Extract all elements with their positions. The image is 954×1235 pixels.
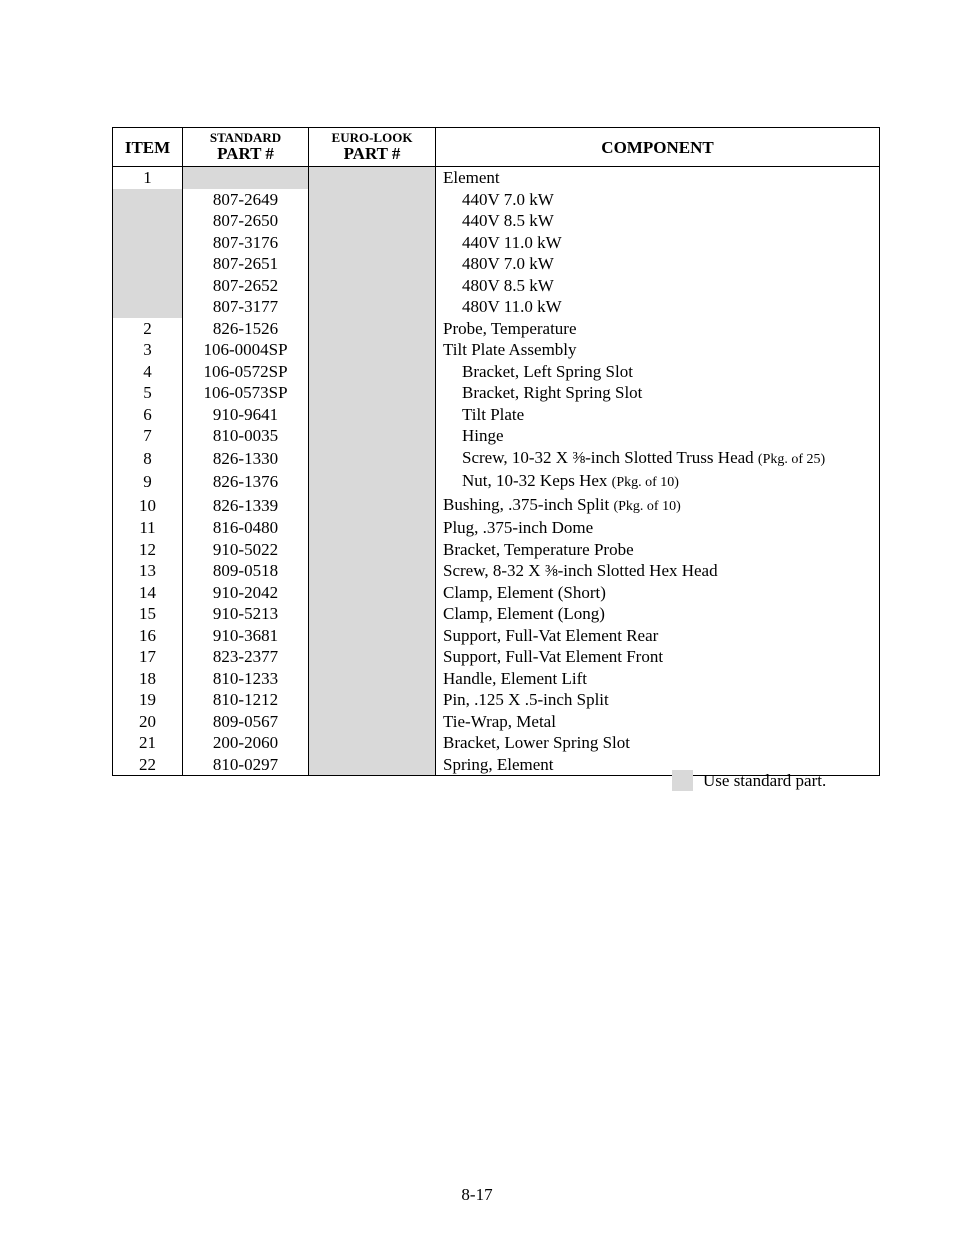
component-text	[443, 232, 562, 254]
cell-item	[113, 275, 183, 297]
component-text	[443, 495, 681, 514]
cell-item	[113, 296, 183, 318]
component-text	[443, 470, 679, 494]
cell-item: 9	[113, 470, 183, 494]
component-text	[443, 669, 587, 688]
cell-component	[436, 689, 880, 711]
cell-standard-part: 910-9641	[183, 404, 309, 426]
component-name: Bracket, Left Spring Slot	[462, 361, 633, 381]
cell-component	[436, 732, 880, 754]
cell-item: 4	[113, 361, 183, 383]
cell-euro-look-part	[309, 425, 436, 447]
cell-item	[113, 253, 183, 275]
cell-standard-part: 106-0572SP	[183, 361, 309, 383]
cell-item: 5	[113, 382, 183, 404]
cell-item: 8	[113, 447, 183, 471]
table-header	[113, 128, 880, 167]
component-name: Element	[443, 168, 500, 187]
component-name: 440V 8.5 kW	[462, 211, 554, 230]
component-name: 440V 11.0 kW	[462, 232, 562, 252]
cell-euro-look-part	[309, 732, 436, 754]
cell-euro-look-part	[309, 668, 436, 690]
component-name: Tilt Plate	[462, 404, 525, 424]
cell-standard-part: 807-2649	[183, 189, 309, 211]
component-text	[443, 189, 554, 211]
table-row	[113, 582, 880, 604]
cell-component	[436, 318, 880, 340]
cell-euro-look-part	[309, 189, 436, 211]
cell-component	[436, 210, 880, 232]
cell-euro-look-part	[309, 646, 436, 668]
cell-item: 15	[113, 603, 183, 625]
cell-component	[436, 603, 880, 625]
table-row	[113, 711, 880, 733]
component-text	[443, 425, 504, 447]
component-text	[443, 690, 609, 709]
table-row	[113, 646, 880, 668]
component-text	[443, 275, 554, 297]
cell-item: 19	[113, 689, 183, 711]
cell-item: 1	[113, 167, 183, 189]
cell-item	[113, 210, 183, 232]
cell-euro-look-part	[309, 625, 436, 647]
cell-item: 22	[113, 754, 183, 776]
cell-item: 3	[113, 339, 183, 361]
cell-standard-part: 810-0035	[183, 425, 309, 447]
cell-euro-look-part	[309, 539, 436, 561]
cell-standard-part: 807-2652	[183, 275, 309, 297]
cell-component	[436, 382, 880, 404]
cell-item: 7	[113, 425, 183, 447]
cell-standard-part: 809-0518	[183, 560, 309, 582]
cell-item: 13	[113, 560, 183, 582]
cell-standard-part: 809-0567	[183, 711, 309, 733]
component-name: 480V 8.5 kW	[462, 275, 554, 295]
cell-euro-look-part	[309, 494, 436, 518]
cell-euro-look-part	[309, 167, 436, 189]
component-name: Probe, Temperature	[443, 318, 577, 338]
cell-euro-look-part	[309, 711, 436, 733]
table-row	[113, 382, 880, 404]
cell-standard-part: 810-1233	[183, 668, 309, 690]
component-name: Bushing, .375-inch Split	[443, 494, 610, 514]
cell-component	[436, 582, 880, 604]
table-row	[113, 560, 880, 582]
component-text	[443, 518, 593, 537]
cell-item: 11	[113, 517, 183, 539]
component-text	[443, 604, 605, 623]
table-row	[113, 232, 880, 254]
cell-euro-look-part	[309, 275, 436, 297]
page-number: 8-17	[461, 1185, 493, 1204]
cell-standard-part: 807-3176	[183, 232, 309, 254]
cell-component	[436, 517, 880, 539]
component-name: Support, Full-Vat Element Front	[443, 647, 664, 666]
component-name: Hinge	[462, 426, 504, 445]
cell-standard-part: 826-1376	[183, 470, 309, 494]
cell-euro-look-part	[309, 754, 436, 776]
table-row	[113, 318, 880, 340]
cell-component	[436, 253, 880, 275]
legend-text: Use standard part.	[703, 770, 827, 790]
component-text	[443, 253, 554, 275]
cell-item: 21	[113, 732, 183, 754]
parts-table	[112, 127, 880, 776]
table-row	[113, 253, 880, 275]
component-name: Handle, Element Lift	[443, 668, 587, 688]
cell-item: 18	[113, 668, 183, 690]
component-name: Plug, .375-inch Dome	[443, 518, 594, 537]
cell-euro-look-part	[309, 517, 436, 539]
cell-euro-look-part	[309, 560, 436, 582]
component-text	[443, 540, 634, 559]
table-row	[113, 689, 880, 711]
cell-standard-part: 200-2060	[183, 732, 309, 754]
cell-component	[436, 404, 880, 426]
cell-euro-look-part	[309, 296, 436, 318]
cell-standard-part: 816-0480	[183, 517, 309, 539]
component-text	[443, 319, 577, 338]
table-row	[113, 539, 880, 561]
component-text	[443, 168, 500, 187]
component-name: 440V 7.0 kW	[462, 189, 554, 209]
component-text	[443, 340, 577, 359]
cell-standard-part: 807-3177	[183, 296, 309, 318]
table-row	[113, 425, 880, 447]
cell-euro-look-part	[309, 382, 436, 404]
cell-item: 17	[113, 646, 183, 668]
header-standard-part: STANDARD PART #	[183, 128, 309, 167]
cell-component	[436, 668, 880, 690]
cell-standard-part: 826-1526	[183, 318, 309, 340]
cell-standard-part: 910-5022	[183, 539, 309, 561]
cell-item: 6	[113, 404, 183, 426]
cell-euro-look-part	[309, 318, 436, 340]
table-row	[113, 517, 880, 539]
component-text	[443, 210, 554, 232]
cell-component	[436, 646, 880, 668]
cell-item: 14	[113, 582, 183, 604]
component-name: 480V 7.0 kW	[462, 254, 554, 273]
cell-item: 16	[113, 625, 183, 647]
cell-item	[113, 189, 183, 211]
component-name: Spring, Element	[443, 754, 554, 774]
table-row	[113, 732, 880, 754]
header-component: COMPONENT	[436, 128, 880, 167]
package-quantity: (Pkg. of 10)	[613, 498, 681, 514]
component-name: Screw, 8-32 X ⅜-inch Slotted Hex Head	[443, 561, 718, 580]
component-name: Tie-Wrap, Metal	[443, 711, 556, 731]
table-row	[113, 447, 880, 471]
cell-standard-part: 807-2650	[183, 210, 309, 232]
table-row	[113, 404, 880, 426]
table-row	[113, 189, 880, 211]
component-text	[443, 382, 642, 404]
cell-standard-part: 807-2651	[183, 253, 309, 275]
table-row	[113, 339, 880, 361]
package-quantity: (Pkg. of 25)	[757, 451, 826, 467]
component-text	[443, 296, 562, 318]
table-row	[113, 275, 880, 297]
cell-euro-look-part	[309, 339, 436, 361]
cell-component	[436, 470, 880, 494]
package-quantity: (Pkg. of 10)	[611, 475, 679, 490]
component-text	[443, 583, 606, 602]
cell-standard-part: 106-0573SP	[183, 382, 309, 404]
cell-standard-part: 910-5213	[183, 603, 309, 625]
table-row	[113, 210, 880, 232]
cell-item	[113, 232, 183, 254]
cell-component	[436, 560, 880, 582]
table-row	[113, 625, 880, 647]
cell-standard-part: 826-1339	[183, 494, 309, 518]
table-row	[113, 603, 880, 625]
component-text	[443, 361, 633, 383]
cell-standard-part: 910-2042	[183, 582, 309, 604]
component-name: Support, Full-Vat Element Rear	[443, 625, 659, 645]
cell-item: 20	[113, 711, 183, 733]
cell-component	[436, 711, 880, 733]
cell-component	[436, 275, 880, 297]
cell-euro-look-part	[309, 582, 436, 604]
cell-component	[436, 425, 880, 447]
cell-component	[436, 189, 880, 211]
cell-euro-look-part	[309, 404, 436, 426]
component-name: Bracket, Temperature Probe	[443, 539, 634, 559]
table-row	[113, 167, 880, 189]
cell-standard-part: 810-0297	[183, 754, 309, 776]
component-name: Bracket, Lower Spring Slot	[443, 733, 630, 752]
cell-standard-part	[183, 167, 309, 189]
component-name: Nut, 10-32 Keps Hex	[462, 471, 608, 490]
legend-shade-swatch	[672, 770, 693, 791]
cell-item: 10	[113, 494, 183, 518]
component-name: Clamp, Element (Long)	[443, 604, 605, 623]
cell-item: 12	[113, 539, 183, 561]
cell-component	[436, 296, 880, 318]
table-row	[113, 296, 880, 318]
component-name: Clamp, Element (Short)	[443, 582, 606, 602]
cell-component	[436, 361, 880, 383]
cell-standard-part: 106-0004SP	[183, 339, 309, 361]
cell-euro-look-part	[309, 232, 436, 254]
cell-standard-part: 810-1212	[183, 689, 309, 711]
component-text	[443, 561, 718, 580]
cell-standard-part: 910-3681	[183, 625, 309, 647]
legend	[672, 770, 826, 791]
cell-euro-look-part	[309, 470, 436, 494]
component-name: Pin, .125 X .5-inch Split	[443, 690, 609, 709]
header-item: ITEM	[113, 128, 183, 167]
component-text	[443, 712, 556, 731]
cell-component	[436, 494, 880, 518]
cell-euro-look-part	[309, 603, 436, 625]
table-row	[113, 470, 880, 494]
header-euro-look-part: EURO-LOOK PART #	[309, 128, 436, 167]
cell-standard-part: 826-1330	[183, 447, 309, 471]
table-row	[113, 668, 880, 690]
component-text	[443, 755, 553, 774]
cell-component	[436, 539, 880, 561]
component-text	[443, 733, 630, 752]
cell-component	[436, 625, 880, 647]
component-name: 480V 11.0 kW	[462, 297, 562, 316]
cell-euro-look-part	[309, 253, 436, 275]
cell-euro-look-part	[309, 689, 436, 711]
cell-component	[436, 447, 880, 471]
cell-component	[436, 232, 880, 254]
component-text	[443, 647, 663, 666]
cell-item: 2	[113, 318, 183, 340]
component-name: Bracket, Right Spring Slot	[462, 383, 643, 402]
component-text	[443, 447, 825, 471]
table-row	[113, 361, 880, 383]
cell-euro-look-part	[309, 210, 436, 232]
table-row	[113, 494, 880, 518]
cell-standard-part: 823-2377	[183, 646, 309, 668]
cell-component	[436, 339, 880, 361]
cell-component	[436, 167, 880, 189]
component-name: Tilt Plate Assembly	[443, 340, 577, 359]
cell-euro-look-part	[309, 361, 436, 383]
component-text	[443, 404, 524, 426]
cell-euro-look-part	[309, 447, 436, 471]
component-name: Screw, 10-32 X ⅜-inch Slotted Truss Head	[462, 447, 754, 467]
table-body	[113, 167, 880, 776]
component-text	[443, 626, 658, 645]
